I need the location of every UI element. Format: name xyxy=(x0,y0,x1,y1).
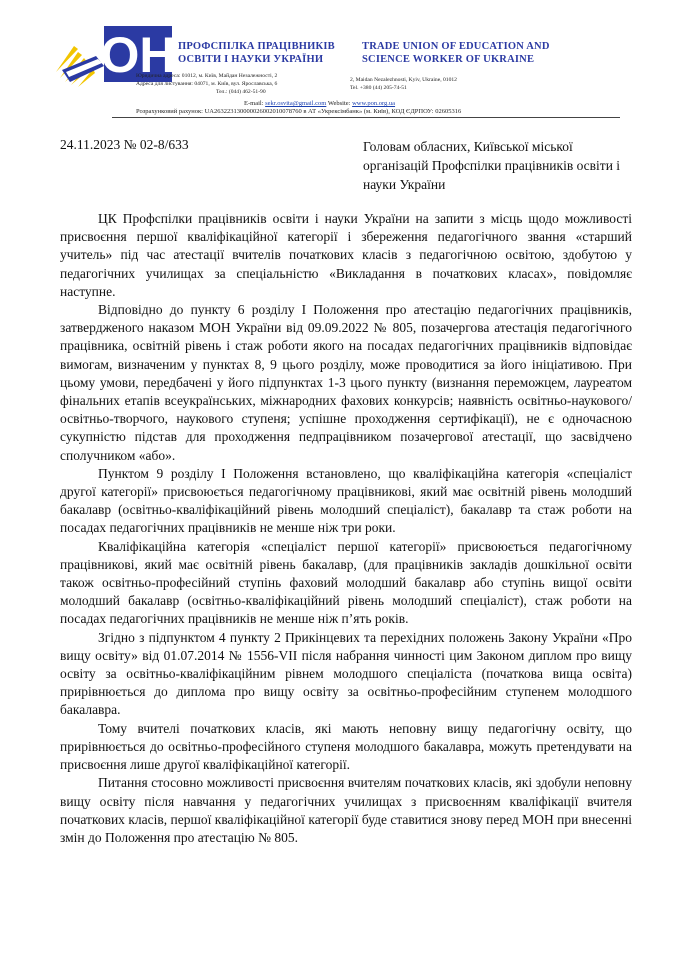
website-label: Website: xyxy=(327,100,351,107)
logo-text: ОН xyxy=(100,27,174,83)
registration-number: 24.11.2023 № 02-8/633 xyxy=(60,137,189,152)
address-uk-line2: Адреса для листування: 04071, м. Київ, вул. Ярославська, 6 xyxy=(136,81,278,87)
org-name-uk-line1: ПРОФСПІЛКА ПРАЦІВНИКІВ xyxy=(178,41,335,52)
letter-body xyxy=(60,210,632,847)
address-en-line1: 2, Maidan Nezalezhnosti, Kyiv, Ukraine, 01012 xyxy=(350,77,457,83)
paragraph: ЦК Профспілки працівників освіти і науки України на запити з місць щодо можливості присвоєння першої кваліфікаційної категорії і збереження педагогічного звання «старший учитель» під час атестації вчителів початкових класів з педагогічною освітою, здобутою у педагогічних училищах за спеціальністю «Викладання в початкових класах», повідомляє наступне. xyxy=(60,211,632,299)
addressee: Головам обласних, Київської міської організацій Профспілки працівників освіти і науки України xyxy=(363,139,621,192)
paragraph: Питання стосовно можливості присвоєння вчителям початкових класів, які здобули неповну вищу освіту після навчання у педагогічних училищах з присвоєнням кваліфікації вчителя початкових класів, першої кваліфікаційної категорії буде ставитися знову перед МОН при внесенні змін до Положення про атестацію № 805. xyxy=(60,775,632,845)
paragraph: Тому вчителі початкових класів, які мають неповну вищу педагогічну освіту, що прирівнюється до освітньо-професійного ступеня молодшого бакалавра, можуть претендувати на присвоєння лише другої кваліфікаційної категорії. xyxy=(60,720,632,773)
org-name-uk xyxy=(178,40,335,66)
email-link[interactable]: sekr.osvita@gmail.com xyxy=(265,100,327,107)
website-link[interactable]: www.pon.org.ua xyxy=(352,100,396,107)
org-name-en-line1: TRADE UNION OF EDUCATION AND xyxy=(362,41,550,52)
address-uk-line3: Тел.: (044) 462-51-90 xyxy=(216,89,266,95)
bank-details: Розрахунковий рахунок: UA263223130000026002010078760 в АТ «Укрексімбанк» (м. Київ), КОД ЄДРПОУ: 02605316 xyxy=(136,108,462,115)
address-en xyxy=(350,76,457,92)
address-en-line2: Tel. +380 (44) 205-74-51 xyxy=(350,85,407,91)
header-divider xyxy=(112,117,620,118)
org-name-uk-line2: ОСВІТИ І НАУКИ УКРАЇНИ xyxy=(178,54,324,65)
contact-line xyxy=(244,100,395,107)
paragraph: Кваліфікаційна категорія «спеціаліст першої категорії» присвоюється педагогічному працівникові, який має освітній рівень бакалавр, (для працівників закладів дошкільної освіти також освітньо-професійний ступінь фаховий молодший бакалавр або ступінь вищої освіти молодший бакалавр (освітньо-кваліфікаційний рівень молодший спеціаліст), стаж роботи на посадах педагогічних працівників не менше ніж п’ять років. xyxy=(60,538,632,627)
paragraph: Згідно з підпунктом 4 пункту 2 Прикінцевих та перехідних положень Закону України «Про вищу освіту» від 01.07.2014 № 1556-VII після набрання чинності цим Законом диплом про вищу освіту за освітньо-кваліфікаційним рівнем молодшого спеціаліста (початкова вища освіта) прирівнюється до диплома про вищу освіту за освітньо-професійним ступенем молодшого бакалавра. xyxy=(60,629,632,718)
org-name-en xyxy=(362,40,550,66)
email-label: E-mail: xyxy=(244,100,264,107)
org-name-en-line2: SCIENCE WORKER OF UKRAINE xyxy=(362,54,535,65)
address-uk-line1: Юридична адреса: 01012, м. Київ, Майдан Незалежності, 2 xyxy=(136,73,278,79)
address-uk xyxy=(136,72,277,96)
paragraph: Пунктом 9 розділу І Положення встановлено, що кваліфікаційна категорія «спеціаліст другої категорії» присвоюється педагогічному працівникові, який має освітній рівень молодший бакалавр (освітньо-кваліфікаційний рівень молодший спеціаліст), бакалавр та стаж роботи на посадах педагогічних працівників не менше ніж три роки. xyxy=(60,465,632,536)
paragraph: Відповідно до пункту 6 розділу І Положення про атестацію педагогічних працівників, затвердженого наказом МОН України від 09.09.2022 № 805, позачергова атестація педагогічного працівника, освітній рівень і стаж роботи якого на посадах педагогічних працівників відповідає вимогам, визначеним у пунктах 8, 9 цього розділу, може проводитися за його ініціативою. При цьому умови, передбачені у його підпунктах 1-3 цього пункту (визнання переможцем, лауреатом фінальних етапів всеукраїнських, міжнародних фахових конкурсів; наявність освітньо-наукового/освітньо-творчого, наукового ступеня; успішне проходження сертифікації), не є одночасною сукупністю підстав для проходження педпрацівником позачергової атестації, що засвідчено сполучником «або». xyxy=(60,302,632,463)
